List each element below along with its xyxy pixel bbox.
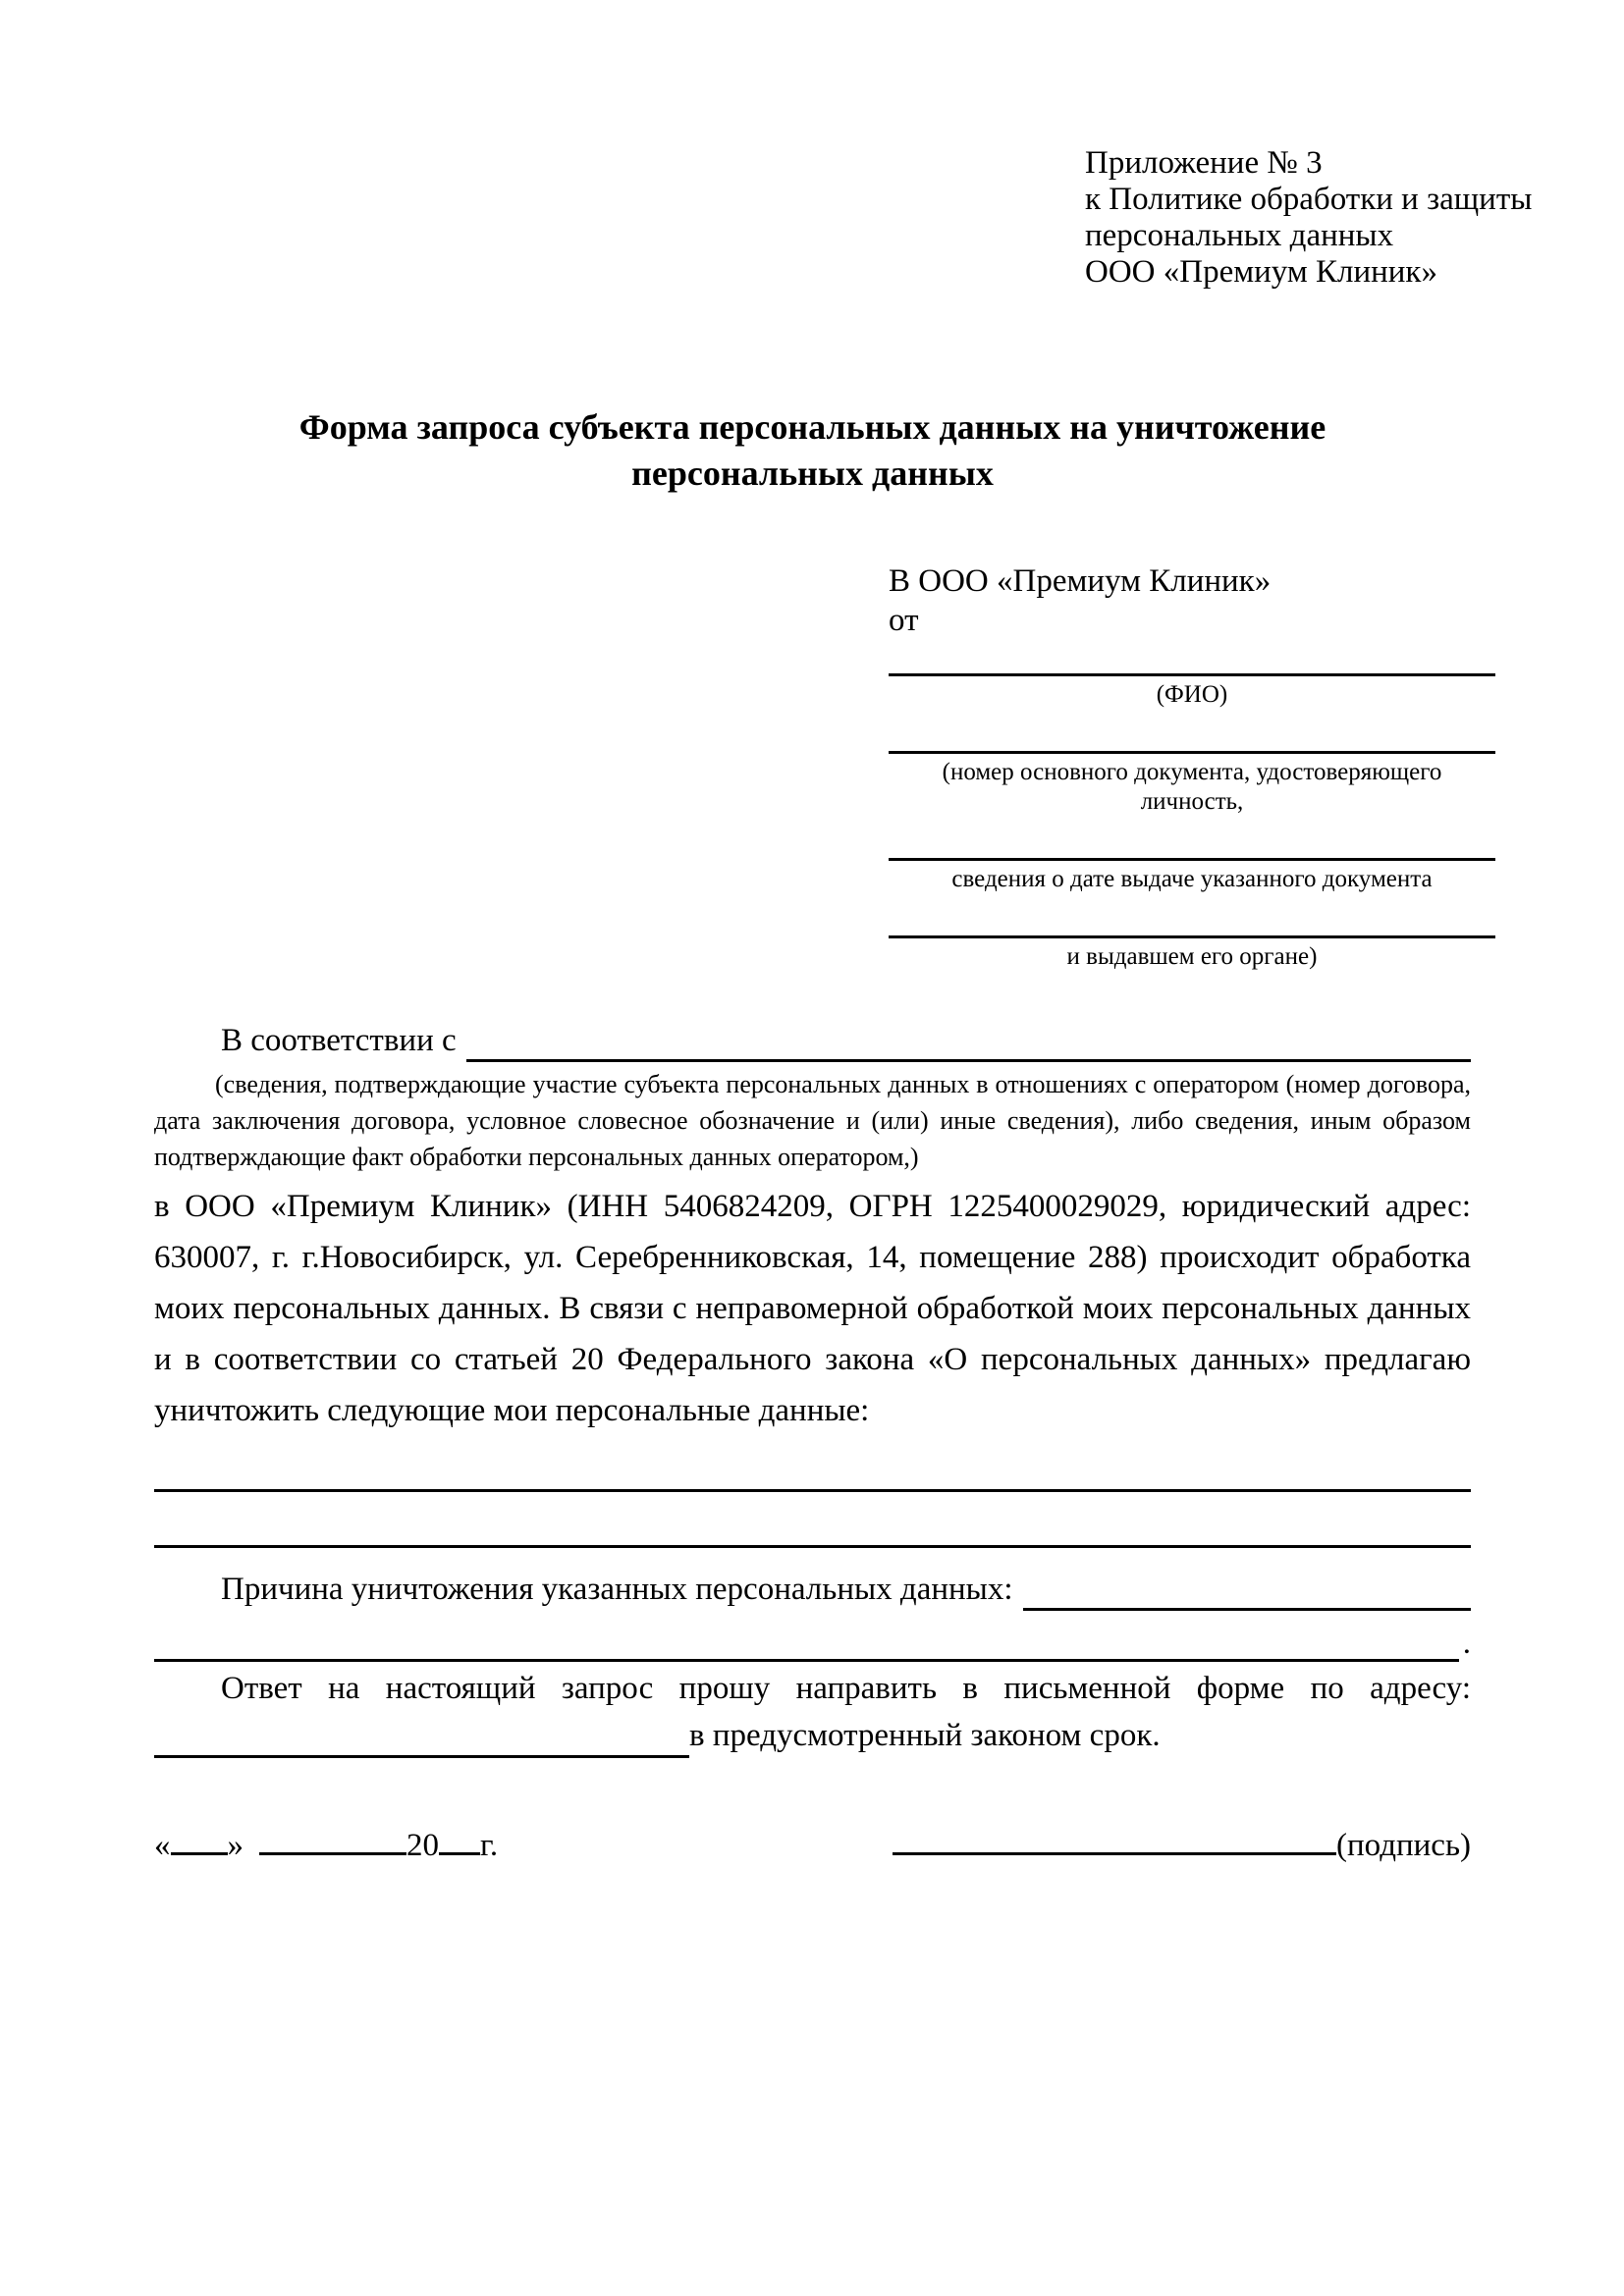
- date-month-blank: [259, 1823, 406, 1855]
- date-signature-row: [154, 1823, 1471, 1867]
- document-number-blank-line: [889, 710, 1495, 754]
- reason-line: [154, 1548, 1471, 1611]
- reason-continuation-line: [154, 1611, 1471, 1662]
- appendix-line-4: ООО «Премиум Клиник»: [1085, 254, 1437, 290]
- fio-caption: (ФИО): [1156, 681, 1228, 708]
- answer-tail-text: в предусмотренный законом срок.: [689, 1718, 1161, 1753]
- date-year-blank: [439, 1823, 480, 1855]
- date-quote-close: »: [227, 1828, 244, 1863]
- appendix-line-1: Приложение № 3: [1085, 145, 1323, 181]
- addressee-to: В ООО «Премиум Клиник»: [889, 563, 1272, 599]
- date-day-blank: [171, 1823, 228, 1855]
- document-number-caption: (номер основного документа, удостоверяющего личность,: [942, 759, 1442, 815]
- document-issuer-blank-line: [889, 894, 1495, 938]
- page-title: Форма запроса субъекта персональных данных на уничтожение персональных данных: [298, 407, 1326, 493]
- reason-blank-line-2: [154, 1622, 1459, 1662]
- document-issuer-caption: и выдавшем его органе): [1066, 943, 1318, 970]
- personal-data-blank-line-1: [154, 1436, 1471, 1492]
- personal-data-blank-line-2: [154, 1492, 1471, 1548]
- addressee-block: [889, 561, 1495, 972]
- signature-blank-line: [893, 1823, 1336, 1855]
- period-mark: .: [1462, 1626, 1471, 1661]
- document-issue-date-caption: сведения о дате выдаче указанного документа: [951, 866, 1433, 892]
- according-line: [154, 1019, 1471, 1062]
- signature-group: [893, 1823, 1471, 1867]
- signature-caption: (подпись): [1336, 1828, 1471, 1863]
- document-content: [154, 145, 1533, 1867]
- main-paragraph: в ООО «Премиум Клиник» (ИНН 5406824209, ОГРН 1225400029029, юридический адрес: 630007, г. г.Новосибирск, ул. Серебренниковская, 14, помещение 288) происходит обработка моих персональных данных. В связи с неправомерной обработкой моих персональных данных и в соответствии со статьей 20 Федерального закона «О персональных данных» предлагаю уничтожить следующие мои персональные данные:: [154, 1189, 1471, 1428]
- reason-blank-line: [1023, 1571, 1471, 1611]
- fio-blank-line: [889, 640, 1495, 676]
- addressee-from-label: от: [889, 603, 919, 638]
- address-blank-line: [154, 1716, 689, 1758]
- date-year-suffix: г.: [480, 1828, 499, 1863]
- date-year-prefix: 20: [406, 1828, 439, 1863]
- date-group: [154, 1823, 498, 1867]
- fine-print-note: (сведения, подтверждающие участие субъекта персональных данных в отношениях с оператором (номер договора, дата заключения договора, условное словесное обозначение и (или) иные сведения), либо сведения, иным образом подтверждающие факт обработки персональных данных оператором,): [154, 1070, 1471, 1171]
- according-blank-line: [466, 1022, 1471, 1062]
- appendix-line-2: к Политике обработки и защиты: [1085, 182, 1533, 217]
- answer-address-line: [154, 1713, 1471, 1758]
- date-quote-open: «: [154, 1828, 171, 1863]
- appendix-line-3: персональных данных: [1085, 218, 1394, 253]
- document-issue-date-blank-line: [889, 817, 1495, 861]
- reason-label: Причина уничтожения указанных персональных данных:: [221, 1572, 1013, 1607]
- answer-paragraph: Ответ на настоящий запрос прошу направить в письменной форме по адресу:: [221, 1671, 1471, 1706]
- according-label: В соответствии с: [221, 1023, 457, 1058]
- appendix-header: [1085, 145, 1533, 291]
